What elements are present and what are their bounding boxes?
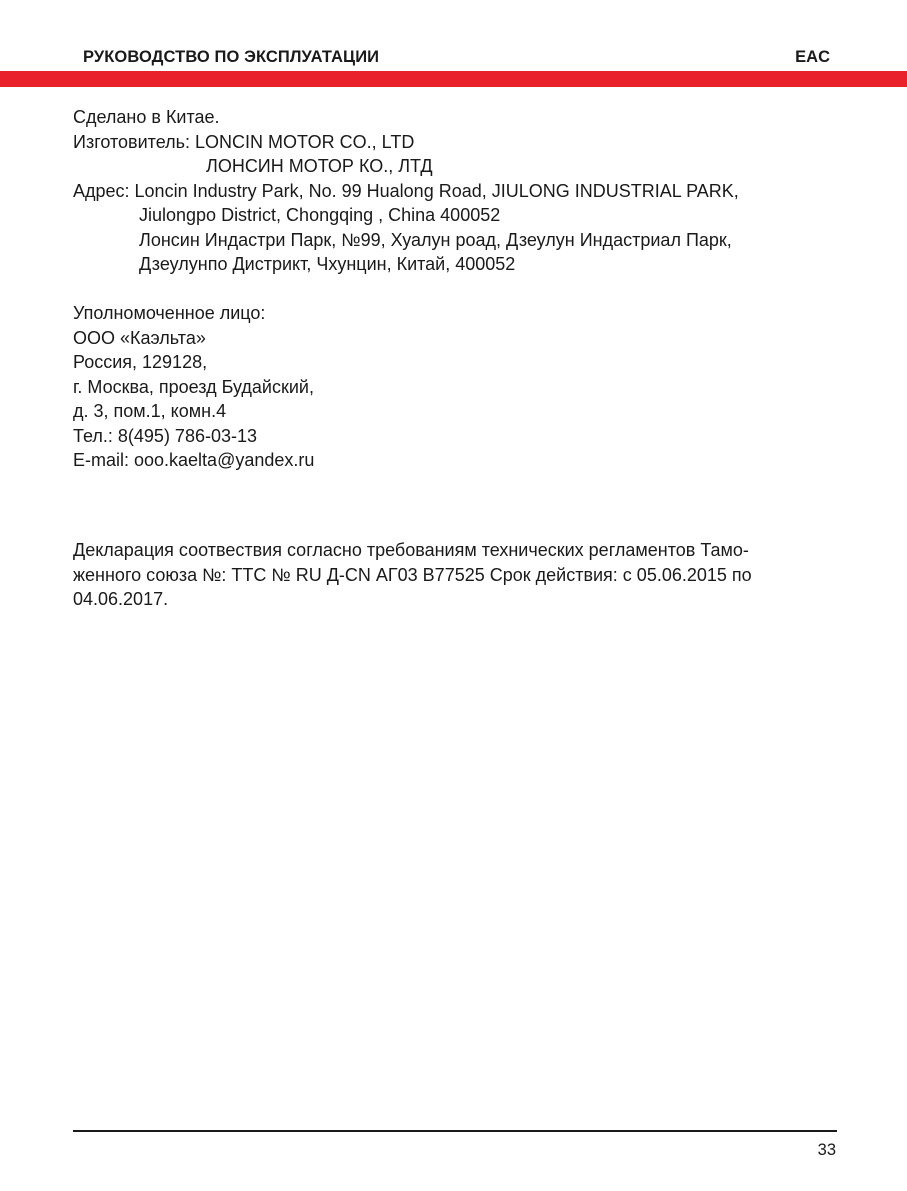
section-spacer — [73, 277, 843, 302]
declaration-line-1: Декларация соотвествия согласно требованиям технических регламентов Тамо- — [73, 540, 749, 560]
representative-email: E-mail: ooo.kaelta@yandex.ru — [73, 450, 315, 470]
declaration-line-2: женного союза №: ТТС № RU Д-CN АГ03 В77525 Срок действия: с 05.06.2015 по — [73, 564, 752, 585]
address-line-2: Jiulongpo District, Chongqing , China 400052 — [139, 205, 501, 225]
representative-country-zip: Россия, 129128, — [73, 352, 208, 372]
declaration-of-conformity — [73, 538, 837, 612]
eac-mark: EAC — [795, 48, 830, 66]
manufacturer-ru-name: ЛОНСИН МОТОР КО., ЛТД — [206, 156, 433, 176]
header-red-bar — [0, 71, 907, 87]
page-number: 33 — [817, 1141, 836, 1159]
address-line-3: Лонсин Индастри Парк, №99, Хуалун роад, Дзеулун Индастриал Парк, — [139, 229, 732, 250]
representative-building: д. 3, пом.1, комн.4 — [73, 401, 227, 421]
address-line-4: Дзеулунпо Дистрикт, Чхунцин, Китай, 400052 — [139, 254, 516, 274]
footer-rule — [73, 1130, 837, 1132]
declaration-line-3: 04.06.2017. — [73, 589, 169, 609]
representative-info — [73, 301, 843, 473]
manufacturer-line: Изготовитель: LONCIN MOTOR CO., LTD — [73, 131, 415, 152]
representative-street: г. Москва, проезд Будайский, — [73, 376, 314, 397]
representative-company: ООО «Каэльта» — [73, 327, 206, 348]
manual-title: РУКОВОДСТВО ПО ЭКСПЛУАТАЦИИ — [83, 48, 380, 66]
address-line-1: Адрес: Loncin Industry Park, No. 99 Hualong Road, JIULONG INDUSTRIAL PARK, — [73, 180, 739, 201]
manufacturer-info — [73, 105, 843, 473]
made-in-text: Сделано в Китае. — [73, 107, 220, 127]
representative-heading: Уполномоченное лицо: — [73, 303, 266, 323]
representative-phone: Тел.: 8(495) 786-03-13 — [73, 425, 257, 446]
